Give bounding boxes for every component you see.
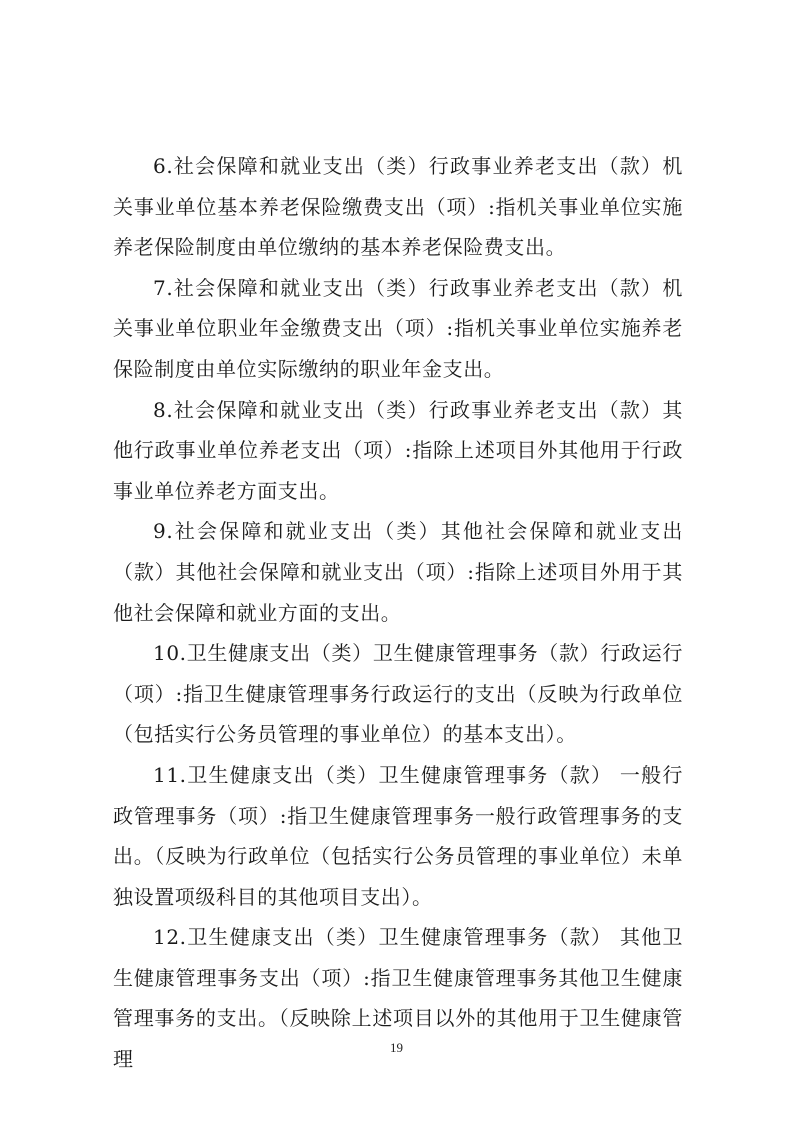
document-body [113, 146, 683, 1080]
paragraph-item-10: 10.卫生健康支出（类）卫生健康管理事务（款）行政运行（项）:指卫生健康管理事务行政运行的支出（反映为行政单位（包括实行公务员管理的事业单位）的基本支出）。 [113, 641, 683, 747]
paragraph-item-11: 11.卫生健康支出（类）卫生健康管理事务（款） 一般行政管理事务（项）:指卫生健康管理事务一般行政管理事务的支出。（反映为行政单位（包括实行公务员管理的事业单位）未单独设置项级科目的其他项目支出）。 [113, 762, 683, 909]
paragraph-item-6: 6.社会保障和就业支出（类）行政事业养老支出（款）机关事业单位基本养老保险缴费支出（项）:指机关事业单位实施养老保险制度由单位缴纳的基本养老保险费支出。 [113, 154, 683, 260]
page-number: 19 [390, 1040, 403, 1055]
paragraph-item-8: 8.社会保障和就业支出（类）行政事业养老支出（款）其他行政事业单位养老支出（项）:指除上述项目外其他用于行政事业单位养老方面支出。 [113, 397, 683, 503]
paragraph-item-9: 9.社会保障和就业支出（类）其他社会保障和就业支出（款）其他社会保障和就业支出（项）:指除上述项目外用于其他社会保障和就业方面的支出。 [113, 519, 683, 625]
paragraph-item-7: 7.社会保障和就业支出（类）行政事业养老支出（款）机关事业单位职业年金缴费支出（项）:指机关事业单位实施养老保险制度由单位实际缴纳的职业年金支出。 [113, 275, 683, 381]
paragraph-item-12: 12.卫生健康支出（类）卫生健康管理事务（款） 其他卫生健康管理事务支出（项）:指卫生健康管理事务其他卫生健康管理事务的支出。（反映除上述项目以外的其他用于卫生健康管理 [113, 925, 683, 1072]
